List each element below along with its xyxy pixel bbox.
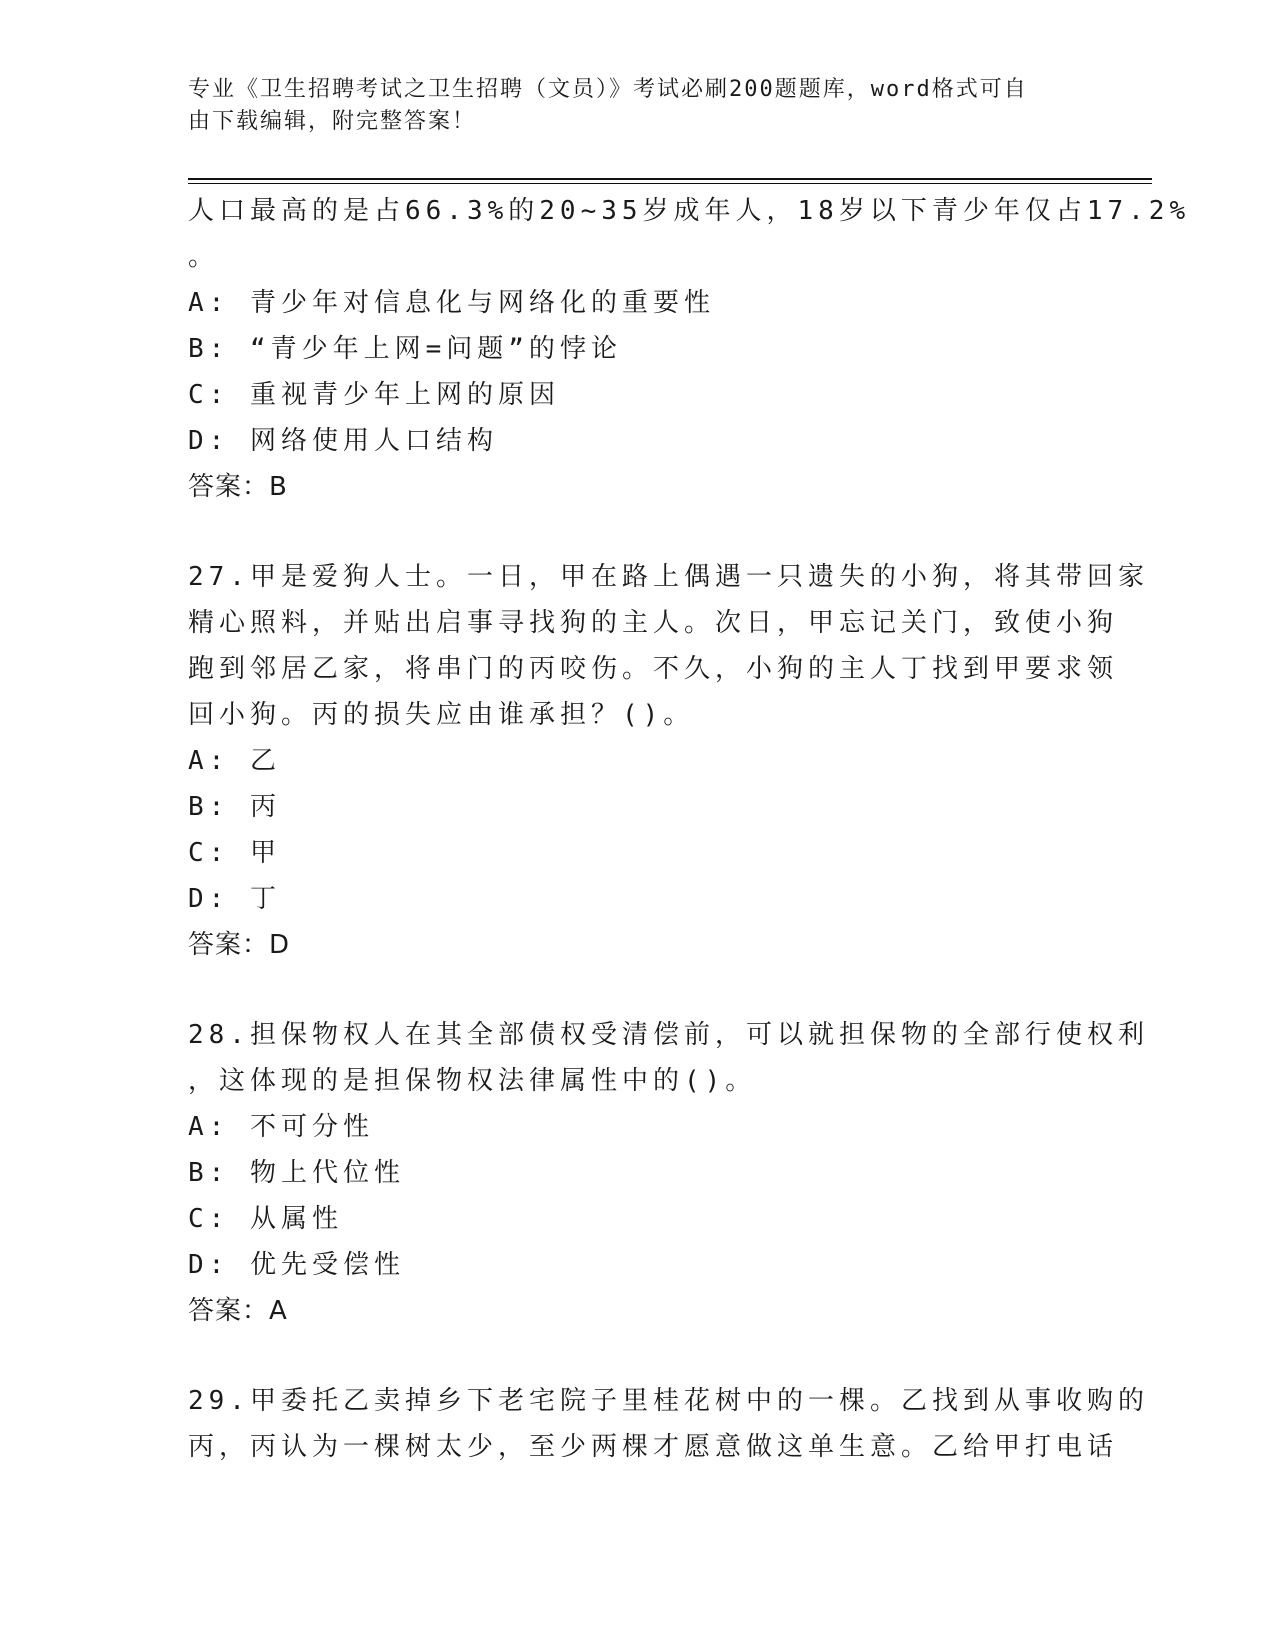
question-text-line: 丙，丙认为一棵树太少，至少两棵才愿意做这单生意。乙给甲打电话 bbox=[188, 1432, 1119, 1462]
option-b: B: “青少年上网=问题”的悖论 bbox=[188, 334, 622, 364]
question-block-28 bbox=[188, 1012, 1149, 1334]
answer-line: 答案：A bbox=[188, 1296, 288, 1326]
header-line-1: 专业《卫生招聘考试之卫生招聘（文员）》考试必刷200题题库，word格式可自 bbox=[188, 77, 1028, 102]
option-d: D: 优先受偿性 bbox=[188, 1250, 405, 1280]
document-header bbox=[188, 74, 1068, 138]
option-c: C: 甲 bbox=[188, 838, 281, 868]
spacer bbox=[188, 968, 1088, 1012]
option-c: C: 从属性 bbox=[188, 1204, 343, 1234]
header-divider-thin bbox=[188, 183, 1152, 184]
question-text-line: 。 bbox=[188, 242, 220, 272]
option-b: B: 物上代位性 bbox=[188, 1158, 405, 1188]
spacer bbox=[188, 510, 1088, 554]
question-text-line: 精心照料，并贴出启事寻找狗的主人。次日，甲忘记关门，致使小狗 bbox=[188, 608, 1119, 638]
answer-line: 答案：B bbox=[188, 472, 288, 502]
question-text-line: ，这体现的是担保物权法律属性中的()。 bbox=[188, 1066, 757, 1096]
question-text-line: 回小狗。丙的损失应由谁承担？()。 bbox=[188, 700, 695, 730]
question-text-line: 27.甲是爱狗人士。一日，甲在路上偶遇一只遗失的小狗，将其带回家 bbox=[188, 562, 1149, 592]
question-block-29 bbox=[188, 1378, 1149, 1470]
header-divider-thick bbox=[188, 178, 1152, 180]
option-a: A: 不可分性 bbox=[188, 1112, 374, 1142]
header-line-2: 由下载编辑，附完整答案！ bbox=[188, 109, 477, 134]
question-text-line: 人口最高的是占66.3%的20~35岁成年人，18岁以下青少年仅占17.2% bbox=[188, 196, 1191, 226]
option-d: D: 丁 bbox=[188, 884, 281, 914]
question-block-27 bbox=[188, 554, 1149, 968]
option-b: B: 丙 bbox=[188, 792, 281, 822]
option-d: D: 网络使用人口结构 bbox=[188, 426, 498, 456]
question-text-line: 28.担保物权人在其全部债权受清偿前，可以就担保物的全部行使权利 bbox=[188, 1020, 1149, 1050]
question-block-fragment bbox=[188, 188, 1191, 510]
question-list bbox=[188, 188, 1191, 1470]
answer-line: 答案：D bbox=[188, 930, 291, 960]
question-text-line: 29.甲委托乙卖掉乡下老宅院子里桂花树中的一棵。乙找到从事收购的 bbox=[188, 1386, 1149, 1416]
option-a: A: 青少年对信息化与网络化的重要性 bbox=[188, 288, 715, 318]
spacer bbox=[188, 1334, 1088, 1378]
question-text-line: 跑到邻居乙家，将串门的丙咬伤。不久，小狗的主人丁找到甲要求领 bbox=[188, 654, 1119, 684]
option-c: C: 重视青少年上网的原因 bbox=[188, 380, 560, 410]
option-a: A: 乙 bbox=[188, 746, 281, 776]
